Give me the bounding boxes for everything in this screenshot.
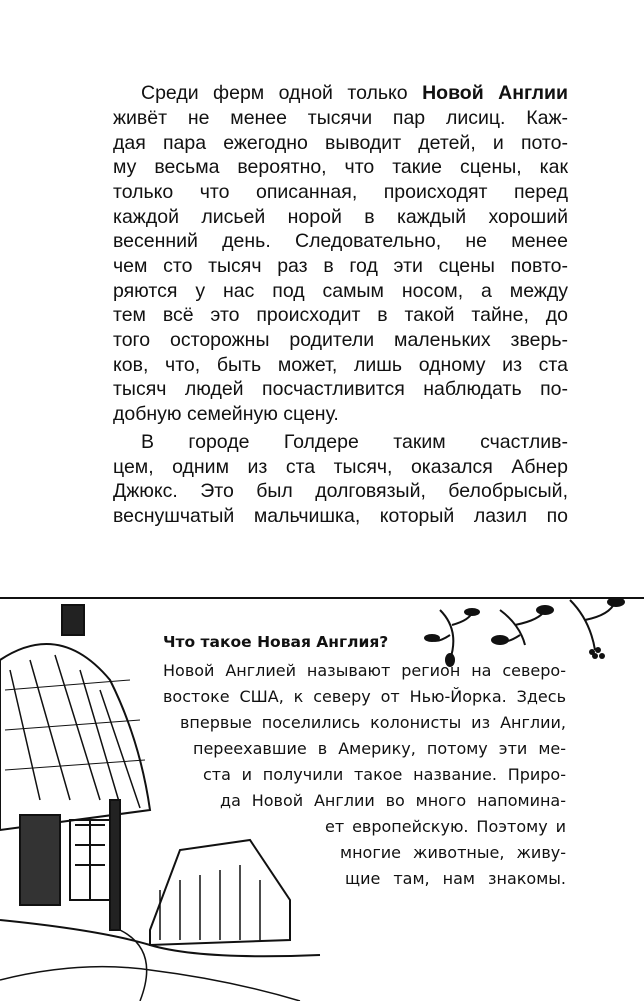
- text-line: тем всё это происходит в такой тайне, до: [113, 304, 568, 326]
- text-line: тысяч людей посчастливится наблюдать по-: [113, 378, 568, 400]
- info-box-title: Что такое Новая Англия?: [163, 633, 389, 651]
- text-line: веснушчатый мальчишка, который лазил по: [113, 505, 568, 527]
- text-line: В городе Голдере таким счастлив-: [141, 431, 568, 453]
- branches-illustration: [420, 590, 644, 670]
- info-box-line: щие там, нам знакомы.: [345, 869, 566, 888]
- text-line: дая пара ежегодно выводит детей, и пото-: [113, 132, 568, 154]
- text-line: ряются у нас под самым носом, а между: [113, 280, 568, 302]
- text-line: того осторожны родители маленьких зверь-: [113, 329, 568, 351]
- text-line: чем сто тысяч раз в год эти сцены повто-: [113, 255, 568, 277]
- text-line: весенний день. Следовательно, не менее: [113, 230, 568, 252]
- text-line: только что описанная, происходят перед: [113, 181, 568, 203]
- info-box-line: ет европейскую. Поэтому и: [325, 817, 566, 836]
- text-span: Среди ферм одной только: [141, 82, 423, 104]
- info-box-line: востоке США, к северу от Нью-Йорка. Здесь: [163, 687, 566, 706]
- bold-term: Новой Англии: [422, 82, 568, 104]
- text-line: цем, одним из ста тысяч, оказался Абнер: [113, 456, 568, 478]
- info-box-line: переехавшие в Америку, потому эти ме-: [193, 739, 566, 758]
- text-line: ков, что, быть может, лишь одному из ста: [113, 354, 568, 376]
- text-line: добную семейную сцену.: [113, 403, 339, 425]
- info-box-line: впервые поселились колонисты из Англии,: [180, 713, 566, 732]
- text-line: живёт не менее тысячи пар лисиц. Каж-: [113, 107, 568, 129]
- text-line: [141, 81, 568, 105]
- info-box-line: ста и получили такое название. Приро-: [203, 765, 566, 784]
- info-box-line: Новой Англией называют регион на северо-: [163, 661, 566, 680]
- text-line: каждой лисьей норой в каждый хороший: [113, 206, 568, 228]
- info-box-line: многие животные, живу-: [340, 843, 566, 862]
- text-line: му весьма вероятно, что такие сцены, как: [113, 156, 568, 178]
- text-line: Джюкс. Это был долговязый, белобрысый,: [113, 480, 568, 502]
- info-box-line: да Новой Англии во много напомина-: [220, 791, 566, 810]
